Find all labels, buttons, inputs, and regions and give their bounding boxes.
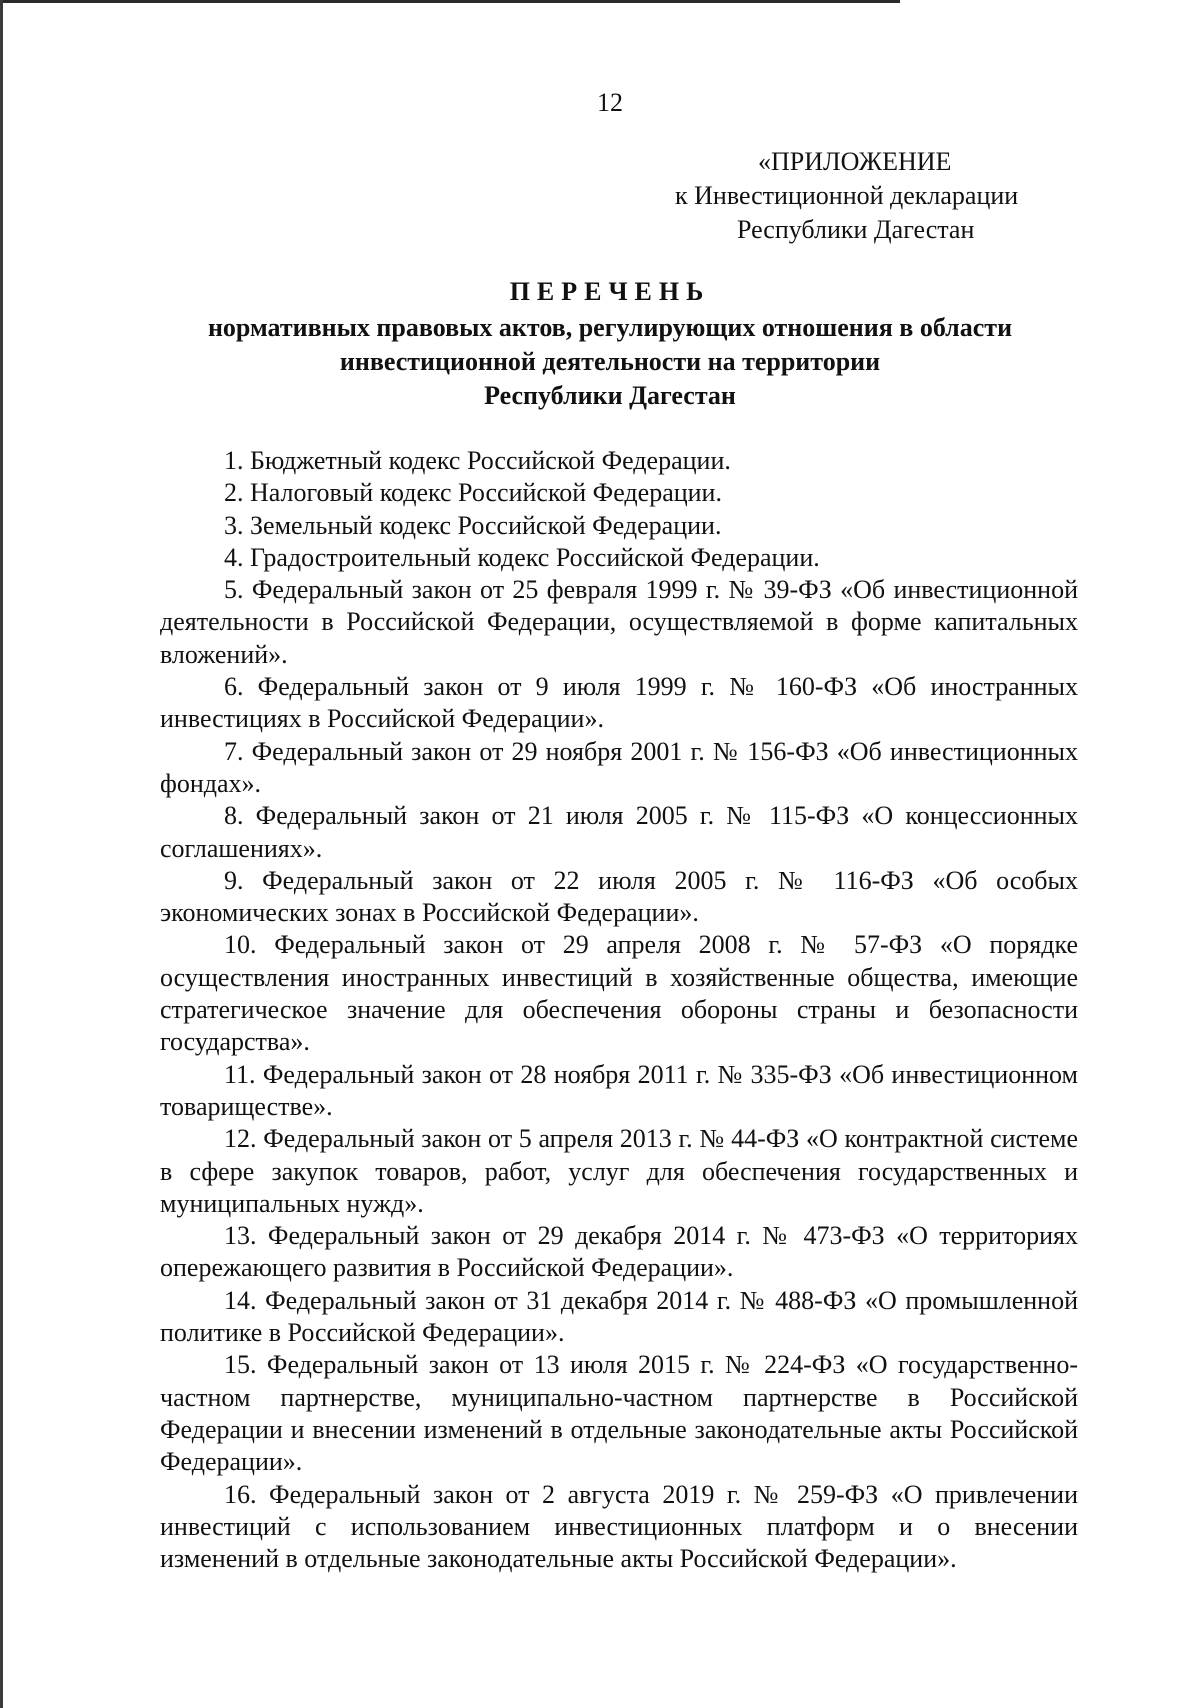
title-line-1: нормативных правовых актов, регулирующих отношения в области	[207, 313, 1013, 342]
appendix-label: «ПРИЛОЖЕНИЕ	[758, 147, 952, 176]
list-item: 9. Федеральный закон от 22 июля 2005 г. № 116-ФЗ «Об особых экономических зонах в Российской Федерации».	[160, 865, 1078, 928]
appendix-reference: к Инвестиционной декларации	[675, 181, 1019, 210]
scan-edge-top	[0, 0, 900, 3]
title-line-3: Республики Дагестан	[484, 381, 736, 410]
title-line-2: инвестиционной деятельности на территории	[339, 347, 881, 376]
list-item: 4. Градостроительный кодекс Российской Федерации.	[224, 542, 820, 572]
list-item: 2. Налоговый кодекс Российской Федерации.	[224, 478, 722, 508]
page-number: 12	[597, 88, 623, 117]
list-item: 12. Федеральный закон от 5 апреля 2013 г. № 44-ФЗ «О контрактной системе в сфере закупок товаров, работ, услуг для обеспечения государственных и муниципальных нужд».	[160, 1124, 1078, 1218]
legal-acts-list	[160, 445, 1078, 1575]
list-item: 10. Федеральный закон от 29 апреля 2008 г. № 57-ФЗ «О порядке осуществления иностранных инвестиций в хозяйственные общества, имеющие стратегическое значение для обеспечения обороны страны и безопасности государства».	[160, 930, 1078, 1057]
list-item: 6. Федеральный закон от 9 июля 1999 г. № 160-ФЗ «Об иностранных инвестициях в Российской Федерации».	[160, 672, 1078, 734]
list-item: 7. Федеральный закон от 29 ноября 2001 г. № 156-ФЗ «Об инвестиционных фондах».	[160, 736, 1078, 798]
document-title	[150, 275, 1070, 413]
appendix-region: Республики Дагестан	[737, 215, 975, 244]
title-main: ПЕРЕЧЕНЬ	[509, 277, 711, 306]
list-item: 11. Федеральный закон от 28 ноября 2011 г. № 335-ФЗ «Об инвестиционном товариществе».	[160, 1059, 1078, 1121]
scan-edge-left	[0, 0, 3, 1708]
list-item: 3. Земельный кодекс Российской Федерации.	[224, 510, 722, 540]
list-item: 13. Федеральный закон от 29 декабря 2014 г. № 473-ФЗ «О территориях опережающего развития в Российской Федерации».	[160, 1221, 1078, 1283]
list-item: 15. Федеральный закон от 13 июля 2015 г. № 224-ФЗ «О государственно-частном партнерстве, муниципально-частном партнерстве в Российской Федерации и внесении изменений в отдельные законодательные акты Российской Федерации».	[160, 1350, 1078, 1477]
list-item: 16. Федеральный закон от 2 августа 2019 г. № 259-ФЗ «О привлечении инвестиций с использованием инвестиционных платформ и о внесении изменений в отдельные законодательные акты Российской Федерации».	[160, 1479, 1078, 1574]
list-item: 8. Федеральный закон от 21 июля 2005 г. № 115-ФЗ «О концессионных соглашениях».	[160, 801, 1078, 863]
list-item: 14. Федеральный закон от 31 декабря 2014 г. № 488-ФЗ «О промышленной политике в Российской Федерации».	[160, 1285, 1078, 1348]
list-item: 1. Бюджетный кодекс Российской Федерации.	[224, 446, 731, 475]
list-item: 5. Федеральный закон от 25 февраля 1999 г. № 39-ФЗ «Об инвестиционной деятельности в Российской Федерации, осуществляемой в форме капитальных вложений».	[160, 575, 1078, 669]
